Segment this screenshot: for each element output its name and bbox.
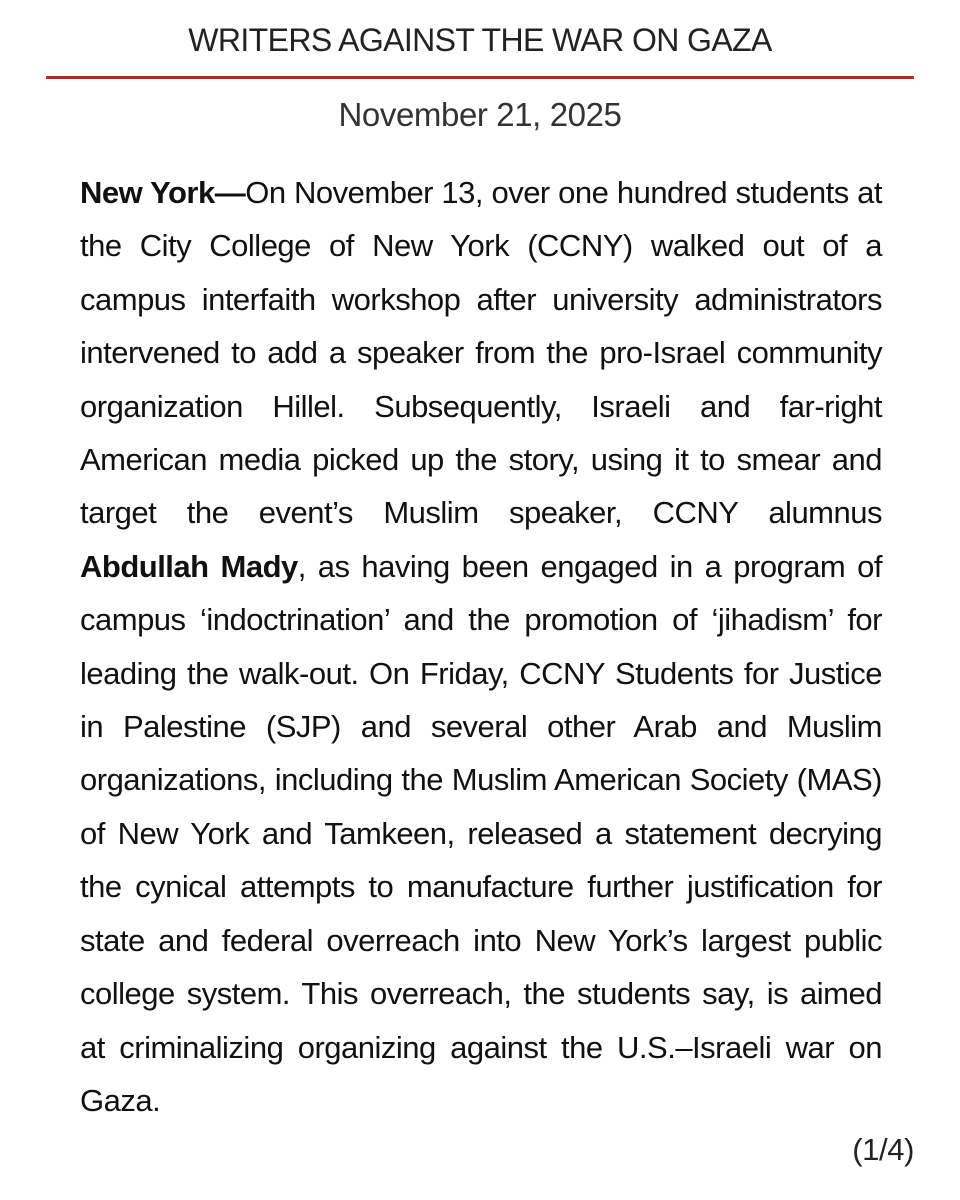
article-body [80,166,882,1127]
article-text-part-2: , as having been engaged in a program of campus ‘indoctrination’ and the promotion of ‘jihadism’ for leading the walk-out. On Friday, CCNY Students for Justice in Palestine (SJP) and several other Arab and Muslim organizations, including the Muslim American Society (MAS) of New York and Tamkeen, released a statement decrying the cynical attempts to manufacture further justification for state and federal overreach into New York’s largest public college system. This overreach, the students say, is aimed at criminalizing organizing against the U.S.–Israeli war on Gaza. [80,548,882,1118]
highlighted-name: Abdullah Mady [80,548,298,584]
header-divider [46,76,914,79]
publication-date: November 21, 2025 [338,96,622,133]
page-header-title: WRITERS AGAINST THE WAR ON GAZA [188,22,772,58]
page-indicator: (1/4) [852,1132,914,1167]
dateline: New York— [80,175,246,210]
article-text-part-1: On November 13, over one hundred students at the City College of New York (CCNY) walked out of a campus interfaith workshop after university administrators intervened to add a speaker from the pro-Israel community organization Hillel. Subsequently, Israeli and far-right American media picked up the story, using it to smear and target the event’s Muslim speaker, CCNY alumnus [80,175,882,531]
